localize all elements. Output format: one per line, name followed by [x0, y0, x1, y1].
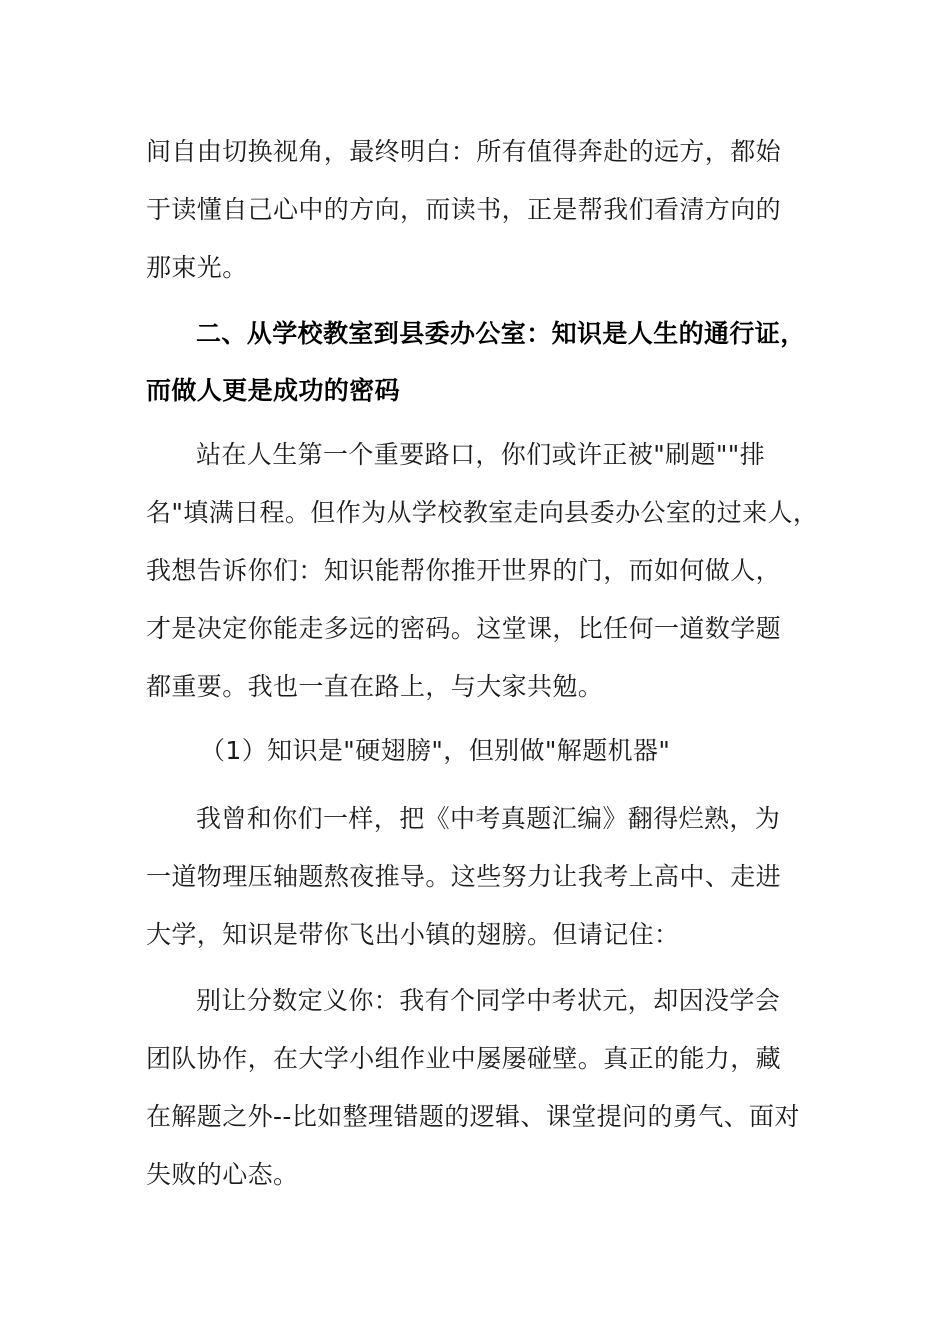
body-text-line: 名"填满日程。但作为从学校教室走向县委办公室的过来人， — [146, 498, 819, 527]
body-text-line: 在解题之外--比如整理错题的逻辑、课堂提问的勇气、面对 — [146, 1102, 800, 1131]
body-text-line: 间自由切换视角，最终明白：所有值得奔赴的远方，都始 — [146, 137, 782, 166]
body-text-line: 那束光。 — [146, 253, 248, 282]
body-text-line: 都重要。我也一直在路上，与大家共勉。 — [146, 672, 604, 701]
subsection-heading: （1）知识是"硬翅膀"，但别做"解题机器" — [200, 736, 671, 765]
body-text-line: 一道物理压轴题熬夜推导。这些努力让我考上高中、走进 — [146, 862, 782, 891]
section-heading: 二、从学校教室到县委办公室：知识是人生的通行证， — [196, 319, 806, 348]
body-text-line: 团队协作，在大学小组作业中屡屡碰壁。真正的能力，藏 — [146, 1044, 782, 1073]
body-text-line: 才是决定你能走多远的密码。这堂课，比任何一道数学题 — [146, 614, 782, 643]
body-text-line: 站在人生第一个重要路口，你们或许正被"刷题""排 — [196, 440, 766, 469]
body-text-line: 别让分数定义你：我有个同学中考状元，却因没学会 — [196, 986, 781, 1015]
body-text-line: 我想告诉你们：知识能帮你推开世界的门，而如何做人， — [146, 556, 782, 585]
body-text-line: 大学，知识是带你飞出小镇的翅膀。但请记住： — [146, 920, 680, 949]
body-text-line: 我曾和你们一样，把《中考真题汇编》翻得烂熟，为 — [196, 804, 781, 833]
body-text-line: 于读懂自己心中的方向，而读书，正是帮我们看清方向的 — [146, 195, 782, 224]
body-text-line: 失败的心态。 — [146, 1160, 299, 1189]
section-heading: 而做人更是成功的密码 — [146, 376, 401, 405]
